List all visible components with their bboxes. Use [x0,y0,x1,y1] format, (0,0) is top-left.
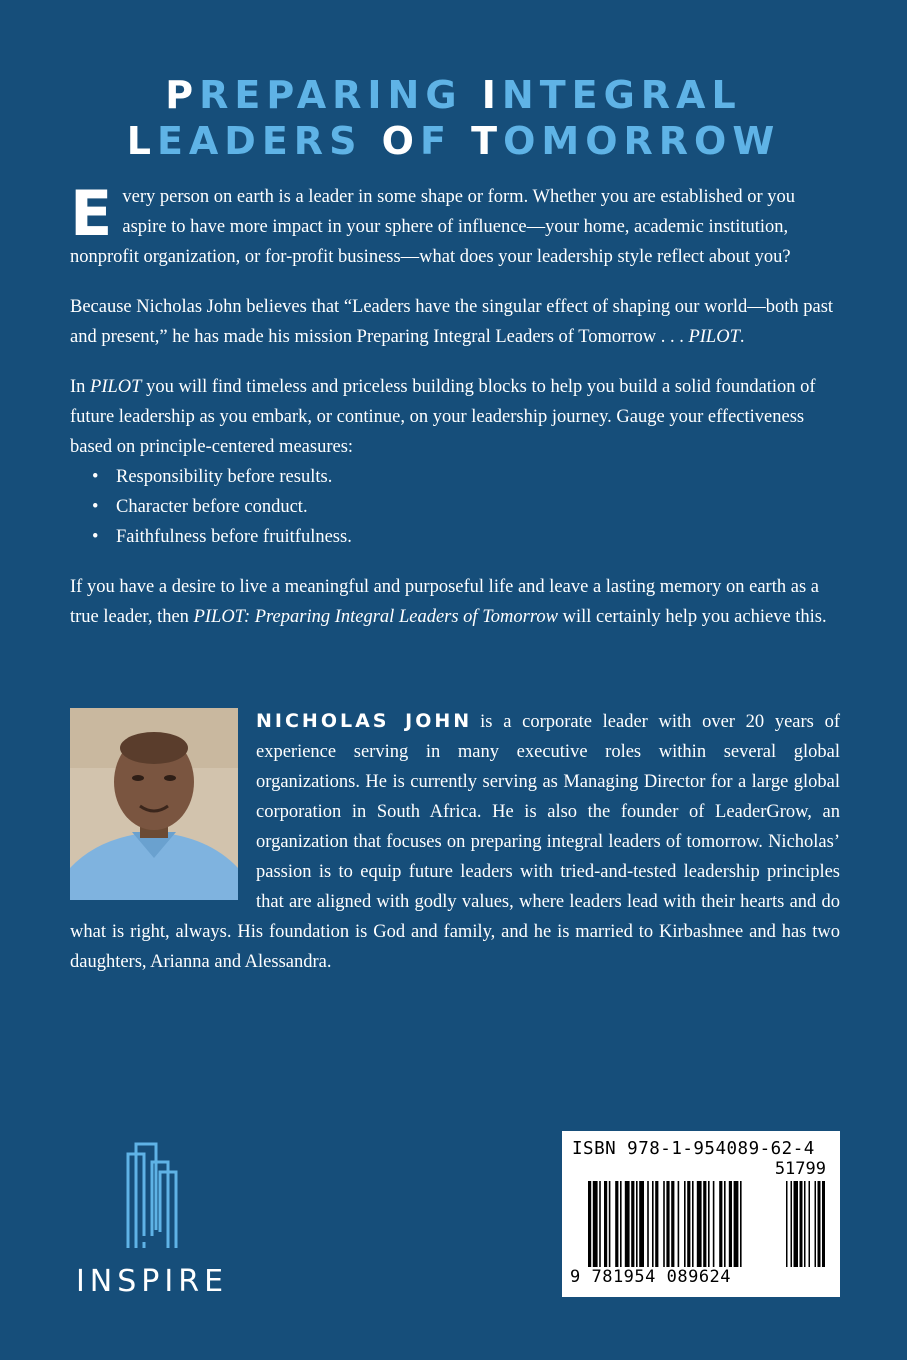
mission-italic: PILOT [688,327,740,347]
barcode-bar [740,1181,742,1267]
title-segment: P [165,73,200,117]
barcode-bar [809,1181,811,1267]
author-bio-text: is a corporate leader with over 20 years of experience serving in many executive roles within several global organizations. He is currently serving as Managing Director for a large global corporation in South Africa. He is also the founder of LeaderGrow, an organization that focuses on preparing integral leaders of tomorrow. Nicholas’ passion is to equip future leaders with tried-and-tested leadership principles that are aligned with godly values, where leaders lead with their hearts and do what is right, always. His foundation is God and family, and he is married to Kirbashnee and has two daughters, Arianna and Alessandra. [70,712,840,972]
author-bio [70,706,840,977]
barcode-bar [666,1181,669,1267]
drop-cap: E [70,177,113,250]
isbn-barcode [562,1131,840,1297]
cover-title [0,72,907,164]
barcode-bar [620,1181,622,1267]
barcode-bar [687,1181,690,1267]
mission-text: Because Nicholas John believes that “Leaders have the singular effect of shaping our world—both past and present,” he has made his mission Preparing Integral Leaders of Tomorrow . . . [70,297,834,347]
closing-text: If you have a desire to live a meaningful and purposeful life and leave a lasting memory on earth as a true leader, then [70,577,819,627]
barcode-bar [615,1181,618,1267]
title-segment: L [126,119,157,163]
intro-text: very person on earth is a leader in some shape or form. Whether you are established or you aspire to have more impact in your sphere of influence—your home, academic institution, nonprofit organization, or for-profit business—what does your leadership style reflect about you? [70,187,795,267]
barcode-bar [818,1181,821,1267]
barcode-bar [822,1181,825,1267]
author-photo [70,708,238,900]
barcode-bar [692,1181,694,1267]
barcode-bar [794,1181,799,1267]
title-segment: F [419,119,472,163]
barcode-bar [815,1181,817,1267]
barcode-bar [713,1181,715,1267]
barcode-bar [625,1181,630,1267]
barcode-bar [703,1181,706,1267]
barcode-bar [729,1181,732,1267]
ean-number: 9 781954 089624 [570,1267,732,1287]
barcode-bar [708,1181,710,1267]
barcode-bar [593,1181,598,1267]
building-blocks-text: you will find timeless and priceless building blocks to help you build a solid foundation of future leadership as you embark, or continue, on your leadership journey. Gauge your effectiveness based on principle-centered measures: [70,377,816,457]
list-item: • Character before conduct. [92,492,840,522]
barcode-bar [804,1181,806,1267]
barcode-bar [588,1181,591,1267]
closing-paragraph [70,572,840,632]
barcode-bar [639,1181,644,1267]
title-segment: O [381,119,420,163]
publisher-logo [62,1136,242,1306]
mission-paragraph [70,292,840,352]
barcode-bar [678,1181,680,1267]
title-segment: T [471,119,504,163]
inspire-maze-logo-icon [62,1136,242,1256]
barcode-bar [663,1181,665,1267]
author-portrait-icon [70,708,238,900]
publisher-name: INSPIRE [75,1264,229,1299]
title-line-2 [0,118,907,164]
mission-end: . [739,327,745,347]
price-code: 51799 [774,1159,826,1179]
title-line-1 [0,72,907,118]
barcode-bar [786,1181,788,1267]
barcode-bar [684,1181,686,1267]
list-item: • Responsibility before results. [92,462,840,492]
barcode-bar [791,1181,793,1267]
title-segment: EADERS [156,119,382,163]
closing-end: will certainly help you achieve this. [557,607,827,627]
intro-paragraph [70,177,840,272]
barcode-bar [724,1181,726,1267]
barcode-bar [652,1181,654,1267]
barcode-bar [800,1181,803,1267]
building-blocks-italic: PILOT [90,377,142,397]
barcode-bar [636,1181,638,1267]
building-blocks-pre: In [70,377,91,397]
barcode-bar [719,1181,722,1267]
barcode-bar [631,1181,634,1267]
barcode-bar [655,1181,658,1267]
title-segment: REPARING [199,73,482,117]
barcode-bar [599,1181,601,1267]
author-name: NICHOLAS JOHN [256,710,473,732]
barcode-bar [734,1181,739,1267]
barcode-bar [671,1181,674,1267]
barcode-bar [609,1181,611,1267]
title-segment: NTEGRAL [501,73,742,117]
closing-italic: PILOT: Preparing Integral Leaders of Tomorrow [193,607,558,627]
barcode-bar [604,1181,607,1267]
barcode-bar [647,1181,649,1267]
building-blocks-paragraph [70,372,840,462]
barcode-bar [697,1181,702,1267]
title-segment: I [481,73,502,117]
isbn-number: ISBN 978-1-954089-62-4 [572,1139,815,1159]
measures-list [70,462,840,552]
title-segment: OMORROW [503,119,781,163]
list-item: • Faithfulness before fruitfulness. [92,522,840,552]
description-section [70,177,840,652]
